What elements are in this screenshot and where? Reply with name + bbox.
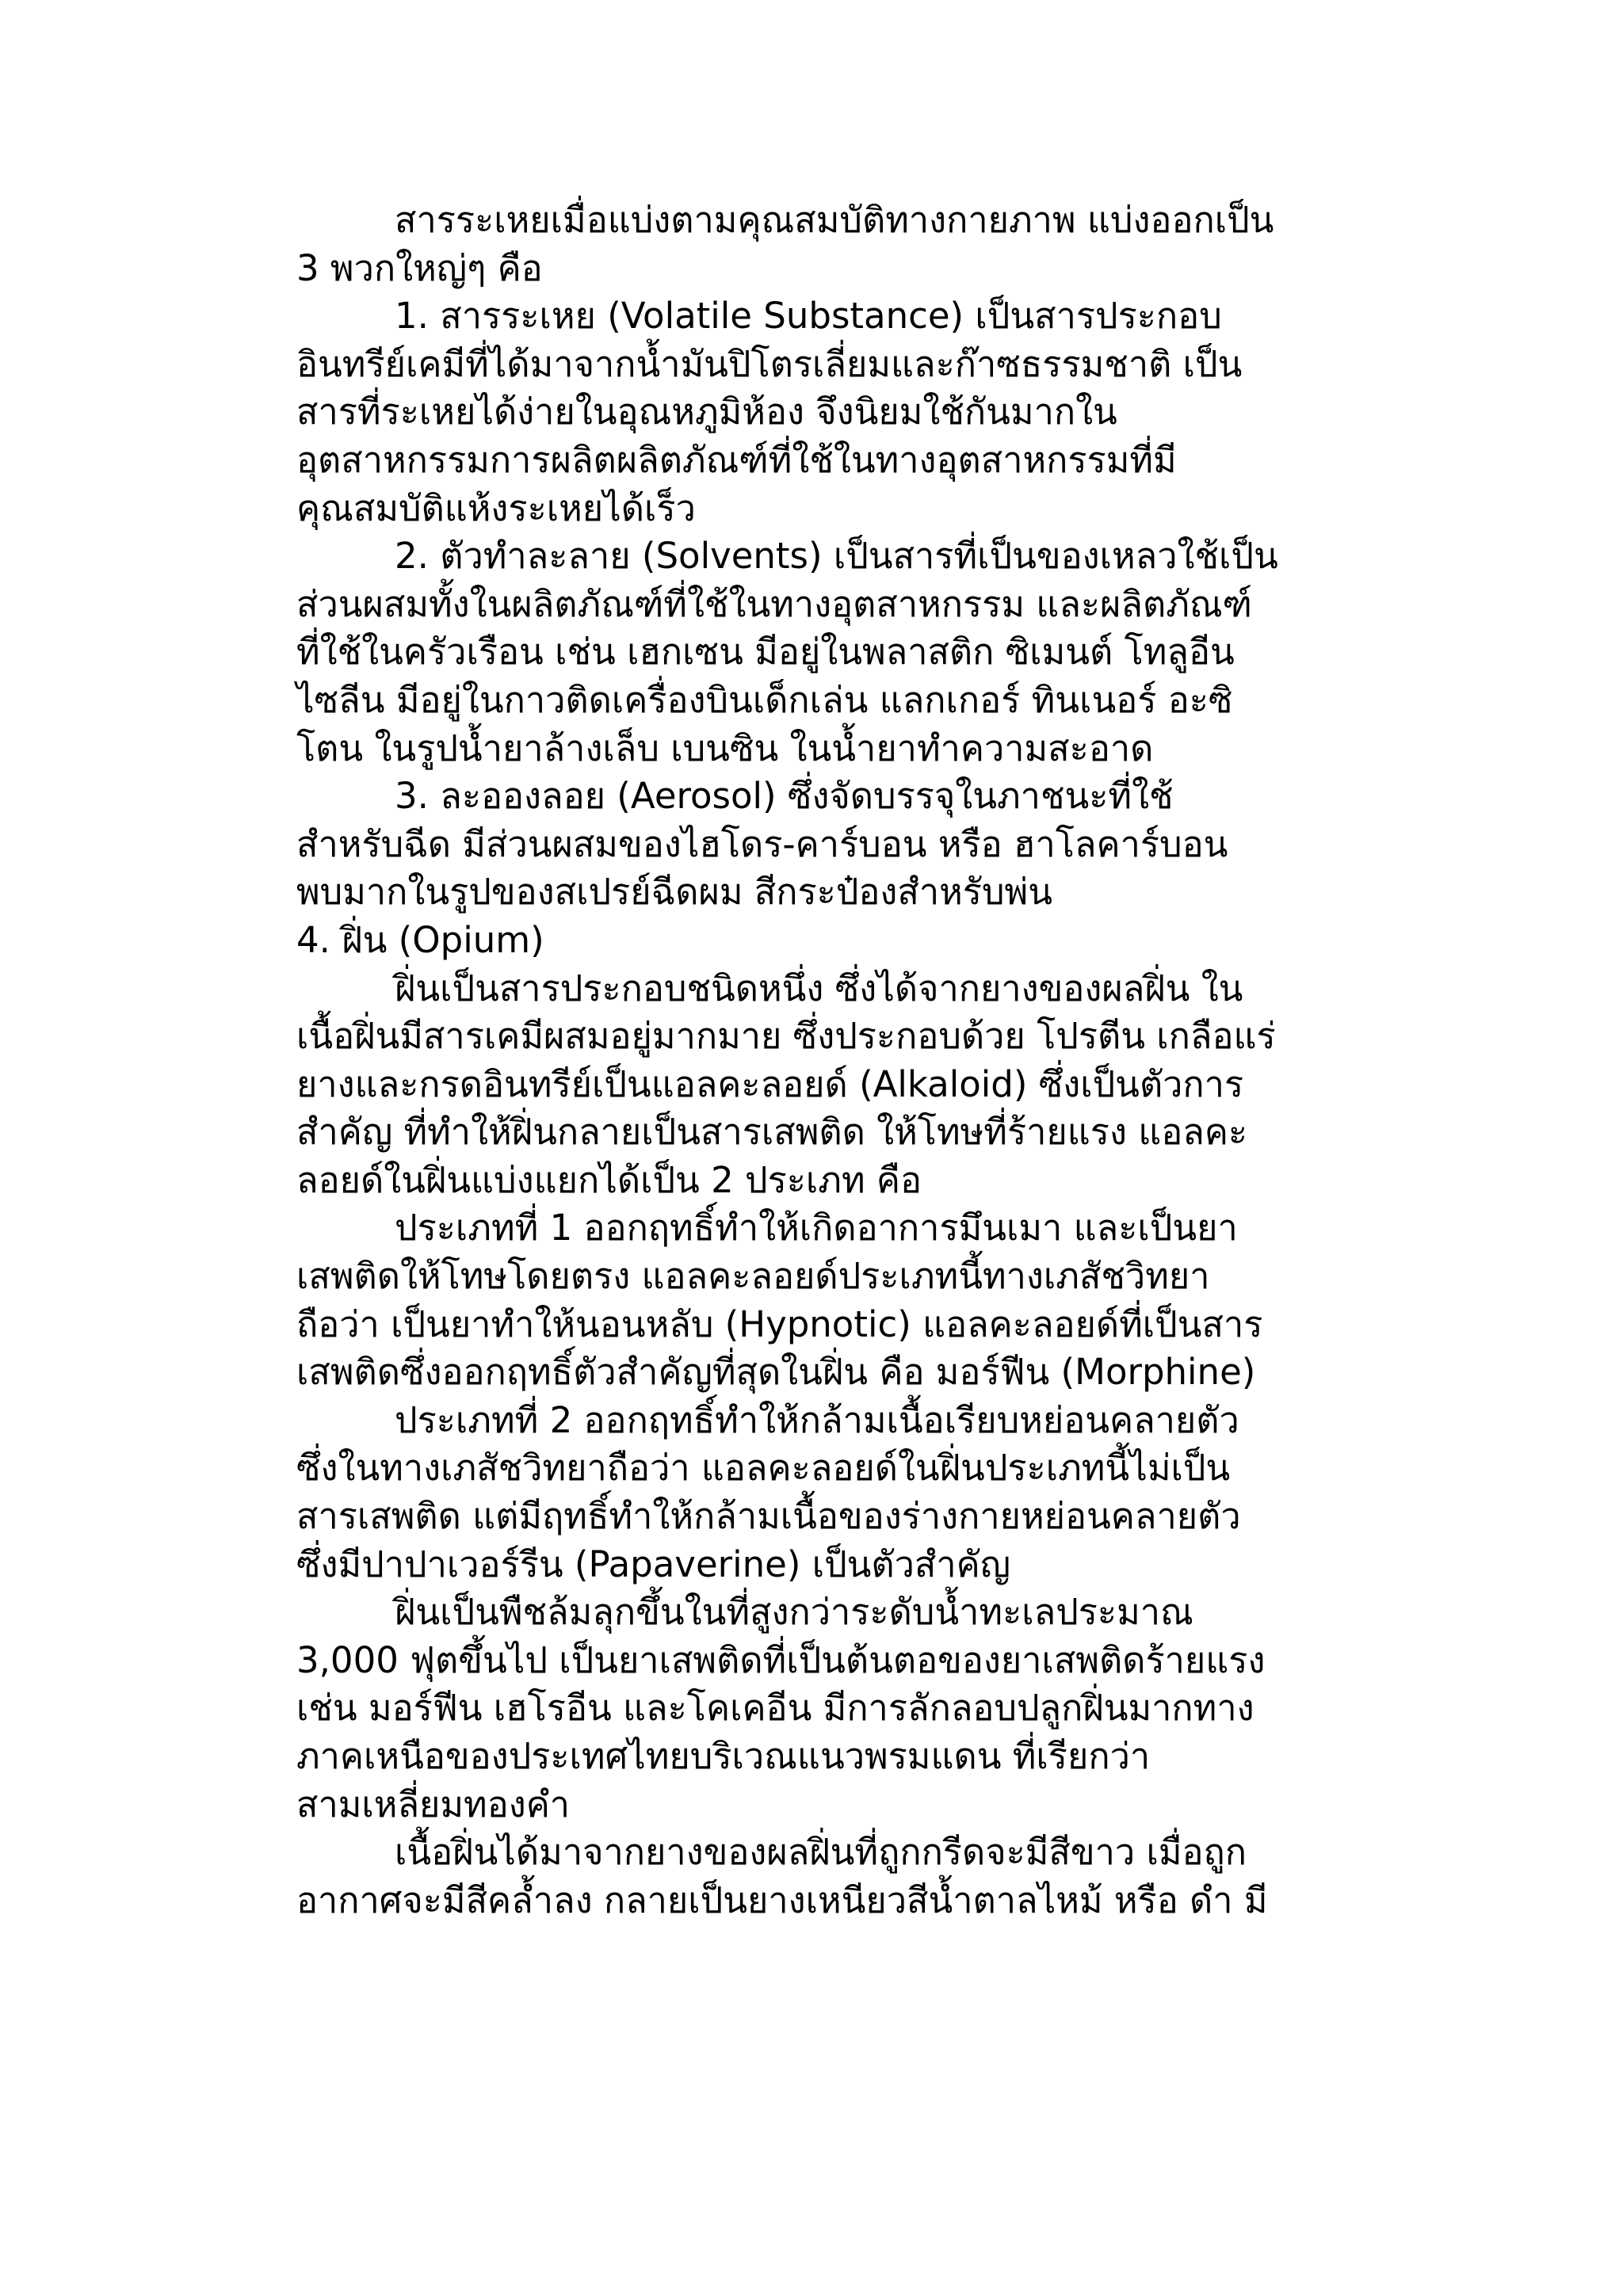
text-line-19: ยางและกรดอินทรีย์เป็นแอลคะลอยด์ (Alkaloid) ซึ่งเป็นตัวการ (296, 1062, 1244, 1105)
text-line-9: ส่วนผสมทั้งในผลิตภัณฑ์ที่ใช้ในทางอุตสาหกรรม และผลิตภัณฑ์ (296, 582, 1252, 625)
text-line-15: พบมากในรูปของสเปรย์ฉีดผม สีกระป๋องสำหรับพ่น (296, 871, 1052, 913)
text-line-11: ไซลีน มีอยู่ในกาวติดเครื่องบินเด็กเล่น แลกเกอร์ ทินเนอร์ อะซิ (296, 678, 1233, 721)
text-line-10: ที่ใช้ในครัวเรือน เช่น เฮกเซน มีอยู่ในพลาสติก ซิเมนต์ โทลูอีน (296, 631, 1235, 673)
text-line-17: ฝิ่นเป็นสารประกอบชนิดหนึ่ง ซึ่งได้จากยางของผลฝิ่น ใน (395, 967, 1243, 1009)
text-line-1: สารระเหยเมื่อแบ่งตามคุณสมบัติทางกายภาพ แบ่งออกเป็น (395, 199, 1274, 241)
text-line-27: ซึ่งในทางเภสัชวิทยาถือว่า แอลคะลอยด์ในฝิ่นประเภทนี้ไม่เป็น (296, 1447, 1231, 1489)
text-line-13: 3. ละอองลอย (Aerosol) ซึ่งจัดบรรจุในภาชนะที่ใช้ (395, 775, 1174, 818)
text-line-32: เช่น มอร์ฟีน เฮโรอีน และโคเคอีน มีการลักลอบปลูกฝิ่นมากทาง (296, 1687, 1254, 1730)
text-line-33: ภาคเหนือของประเทศไทยบริเวณแนวพรมแดน ที่เรียกว่า (296, 1735, 1151, 1777)
text-line-30: ฝิ่นเป็นพืชล้มลุกขึ้นในที่สูงกว่าระดับน้ำทะเลประมาณ (395, 1591, 1193, 1634)
section-heading-opium: 4. ฝิ่น (Opium) (296, 918, 544, 961)
text-line-7: คุณสมบัติแห้งระเหยได้เร็ว (296, 486, 696, 529)
text-line-18: เนื้อฝิ่นมีสารเคมีผสมอยู่มากมาย ซึ่งประกอบด้วย โปรตีน เกลือแร่ (296, 1015, 1276, 1058)
text-line-22: ประเภทที่ 1 ออกฤทธิ์ทำให้เกิดอาการมึนเมา และเป็นยา (395, 1207, 1238, 1249)
text-line-3: 1. สารระเหย (Volatile Substance) เป็นสารประกอบ (395, 295, 1222, 338)
text-line-14: สำหรับฉีด มีส่วนผสมของไฮโดร-คาร์บอน หรือ ฮาโลคาร์บอน (296, 822, 1228, 865)
text-line-2: 3 พวกใหญ่ๆ คือ (296, 246, 543, 289)
text-line-21: ลอยด์ในฝิ่นแบ่งแยกได้เป็น 2 ประเภท คือ (296, 1158, 922, 1201)
text-line-8: 2. ตัวทำละลาย (Solvents) เป็นสารที่เป็นของเหลวใช้เป็น (395, 535, 1278, 578)
text-line-26: ประเภทที่ 2 ออกฤทธิ์ทำให้กล้ามเนื้อเรียบหย่อนคลายตัว (395, 1398, 1239, 1441)
text-line-24: ถือว่า เป็นยาทำให้นอนหลับ (Hypnotic) แอลคะลอยด์ที่เป็นสาร (296, 1302, 1263, 1345)
text-line-29: ซึ่งมีปาปาเวอร์รีน (Papaverine) เป็นตัวสำคัญ (296, 1543, 1011, 1585)
text-line-23: เสพติดให้โทษโดยตรง แอลคะลอยด์ประเภทนี้ทางเภสัชวิทยา (296, 1255, 1210, 1298)
text-line-12: โตน ในรูปน้ำยาล้างเล็บ เบนซิน ในน้ำยาทำความสะอาด (296, 727, 1154, 769)
text-line-35: เนื้อฝิ่นได้มาจากยางของผลฝิ่นที่ถูกกรีดจะมีสีขาว เมื่อถูก (395, 1831, 1247, 1874)
text-line-36: อากาศจะมีสีคล้ำลง กลายเป็นยางเหนียวสีน้ำตาลไหม้ หรือ ดำ มี (296, 1878, 1268, 1921)
body-text (296, 196, 1430, 1924)
text-line-31: 3,000 ฟุตขึ้นไป เป็นยาเสพติดที่เป็นต้นตอของยาเสพติดร้ายแรง (296, 1638, 1266, 1681)
text-line-4: อินทรีย์เคมีที่ได้มาจากน้ำมันปิโตรเลี่ยมและก๊าซธรรมชาติ เป็น (296, 342, 1243, 385)
text-line-5: สารที่ระเหยได้ง่ายในอุณหภูมิห้อง จึงนิยมใช้กันมากใน (296, 391, 1117, 433)
text-line-6: อุตสาหกรรมการผลิตผลิตภัณฑ์ที่ใช้ในทางอุตสาหกรรมที่มี (296, 438, 1177, 481)
text-line-25: เสพติดซึ่งออกฤทธิ์ตัวสำคัญที่สุดในฝิ่น คือ มอร์ฟีน (Morphine) (296, 1351, 1256, 1394)
text-line-28: สารเสพติด แต่มีฤทธิ์ทำให้กล้ามเนื้อของร่างกายหย่อนคลายตัว (296, 1495, 1241, 1538)
text-line-34: สามเหลี่ยมทองคำ (296, 1783, 571, 1825)
text-line-20: สำคัญ ที่ทำให้ฝิ่นกลายเป็นสารเสพติด ให้โทษที่ร้ายแรง แอลคะ (296, 1111, 1248, 1154)
